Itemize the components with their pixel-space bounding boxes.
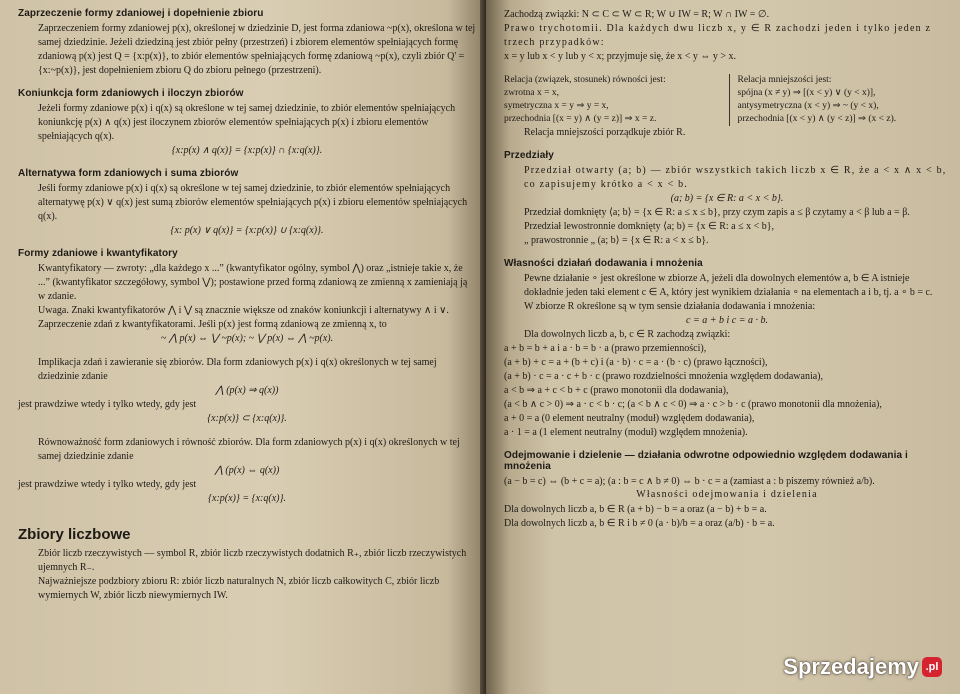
heading-quantifiers: Formy zdaniowe i kwantyfikatory	[18, 248, 178, 259]
paragraph-quantifiers: Kwantyfikatory — zwroty: „dla każdego x ...” (kwantyfikator ogólny, symbol ⋀) oraz „istnieje takie x, że ...” (kwantyfikator szczegółowy, symbol ⋁); postawione przed formą zdaniową ze zmienną x zamieniają ją w zdanie.	[38, 263, 468, 302]
paragraph-quantifier-note: Uwaga. Znaki kwantyfikatorów ⋀ i ⋁ są znacznie większe od znaków koniunkcji i alternatywy ∧ i ∨.	[38, 305, 449, 316]
heading-intervals: Przedziały	[504, 150, 554, 161]
formula-subtraction-division: (a − b = c) ⇔ (b + c = a); (a : b = c ∧ b ≠ 0) ⇔ b · c = a (zamiast a : b piszemy również a/b).	[504, 476, 875, 487]
paragraph-operations-in-r: W zbiorze R określone są w tym sensie działania dodawania i mnożenia:	[524, 301, 816, 312]
paragraph-ordering: Relacja mniejszości porządkuje zbiór R.	[524, 127, 686, 138]
paragraph-operation-def: Pewne działanie ∘ jest określone w zbiorze A, jeżeli dla dowolnych elementów a, b ∈ A istnieje dokładnie jeden taki element c ∈ A, który jest wynikiem działania ∘ na elementach a i b, tj. a ∘ b = c.	[524, 273, 933, 298]
law-item: (a + b) · c = a · c + b · c (prawo rozdzielności mnożenia względem dodawania),	[504, 371, 824, 382]
paragraph-subsets: Najważniejsze podzbiory zbioru R: zbiór liczb naturalnych N, zbiór liczb całkowitych C, zbiór liczb wymiernych W, zbiór liczb niewymiernych IW.	[38, 576, 440, 601]
formula-open-interval: (a; b) = {x ∈ R: a < x < b}.	[670, 193, 784, 204]
formula-conjunction: {x:p(x) ∧ q(x)} = {x:p(x)} ∩ {x:q(x)}.	[171, 145, 323, 156]
paragraph-alternative: Jeśli formy zdaniowe p(x) i q(x) są określone w tej samej dziedzinie, to zbiór elementów spełniających alternatywę p(x) ∨ q(x) jest sumą zbiorów elementów spełniających p(x) i zbioru elementów spełniających q(x).	[38, 183, 468, 222]
paragraph-closed-interval: Przedział domknięty ⟨a; b⟩ = {x ∈ R: a ≤ x ≤ b}, przy czym zapis a ≤ β czytamy a < β lub a = β.	[524, 207, 910, 218]
watermark	[783, 654, 942, 680]
law-item: a < b ⇒ a + c < b + c (prawo monotonii dla dodawania),	[504, 385, 729, 396]
formula-equivalence: ⋀ (p(x) ⇔ q(x))	[214, 465, 280, 476]
paragraph-implication: Implikacja zdań i zawieranie się zbiorów. Dla form zdaniowych p(x) i q(x) określonych w tej samej dziedzinie zdanie	[38, 357, 437, 382]
paragraph-implication-condition: jest prawdziwe wtedy i tylko wtedy, gdy jest	[18, 399, 197, 410]
formula-quantifier-negation: ~ ⋀ p(x) ⇔ ⋁ ~p(x); ~ ⋁ p(x) ⇔ ⋀ ~p(x).	[160, 333, 334, 344]
formula-operations: c = a + b i c = a · b.	[686, 315, 768, 326]
paragraph-relations: Zachodzą związki: N ⊂ C ⊂ W ⊂ R; W ∪ IW = R; W ∩ IW = ∅.	[504, 9, 770, 20]
paragraph-left-closed: Przedział lewostronnie domknięty ⟨a; b) = {x ∈ R: a ≤ x < b},	[524, 221, 775, 232]
heading-number-sets: Zbiory liczbowe	[18, 526, 131, 543]
heading-subtraction-division: Odejmowanie i dzielenie — działania odwrotne odpowiednio względem dodawania i mnożenia	[504, 450, 908, 472]
less-than-relation: Relacja mniejszości jest: spójna (x ≠ y) ⇒ [(x < y) ∨ (y < x)], antysymetryczna (x < y) ⇒ ~ (y < x), przechodnia [(x < y) ∧ (y < z)] ⇒ (x < z).	[729, 74, 951, 126]
relations-table	[504, 74, 950, 126]
paragraph-conjunction: Jeżeli formy zdaniowe p(x) i q(x) są określone w tej samej dziedzinie, to zbiór elementów spełniających koniunkcję p(x) ∧ q(x) jest iloczynem zbiorów elementów spełniających p(x) i zbioru elementów spełniających q(x).	[38, 103, 456, 142]
law-item: (a < b ∧ c > 0) ⇒ a · c < b · c; (a < b ∧ c < 0) ⇒ a · c > b · c (prawo monotonii dla mnożenia),	[504, 399, 882, 410]
watermark-logo: .pl	[922, 657, 942, 677]
paragraph-right-closed: „ prawostronnie „ (a; b⟩ = {x ∈ R: a < x ≤ b}.	[524, 235, 709, 246]
paragraph-trichotomy: Prawo trychotomii. Dla każdych dwu liczb x, y ∈ R zachodzi jeden i tylko jeden z trzech przypadków:	[504, 23, 932, 48]
heading-subtraction-properties: Własności odejmowania i dzielenia	[636, 489, 818, 500]
formula-implication: ⋀ (p(x) ⇒ q(x))	[215, 385, 279, 396]
paragraph-division-property: Dla dowolnych liczb a, b ∈ R i b ≠ 0 (a · b)/b = a oraz (a/b) · b = a.	[504, 518, 775, 529]
heading-operations: Własności działań dodawania i mnożenia	[504, 258, 703, 269]
right-page	[486, 0, 960, 694]
paragraph-subtraction-property: Dla dowolnych liczb a, b ∈ R (a + b) − b = a oraz (a − b) + b = a.	[504, 504, 767, 515]
paragraph-laws-intro: Dla dowolnych liczb a, b, c ∈ R zachodzą związki:	[524, 329, 731, 340]
paragraph-quantifier-negation: Zaprzeczenie zdań z kwantyfikatorami. Jeśli p(x) jest formą zdaniową ze zmienną x, to	[38, 319, 387, 330]
heading-conjunction: Koniunkcja form zdaniowych i iloczyn zbiorów	[18, 88, 244, 99]
heading-negation: Zaprzeczenie formy zdaniowej i dopełnienie zbioru	[18, 8, 264, 19]
law-item: a + b = b + a i a · b = b · a (prawo przemienności),	[504, 343, 707, 354]
law-item: (a + b) + c = a + (b + c) i (a · b) · c = a · (b · c) (prawo łączności),	[504, 357, 768, 368]
formula-alternative: {x: p(x) ∨ q(x)} = {x:p(x)} ∪ {x:q(x)}.	[170, 225, 324, 236]
paragraph-trichotomy-cases: x = y lub x < y lub y < x; przyjmuje się, że x < y ⇔ y > x.	[504, 51, 737, 62]
equality-relation: Relacja (związek, stosunek) równości jest: zwrotna x = x, symetryczna x = y ⇒ y = x, przechodnia [(x = y) ∧ (y = z)] ⇒ x = z.	[504, 75, 666, 124]
paragraph-equivalence: Równoważność form zdaniowych i równość zbiorów. Dla form zdaniowych p(x) i q(x) określonych w tej samej dziedzinie zdanie	[38, 437, 460, 462]
paragraph-equivalence-condition: jest prawdziwe wtedy i tylko wtedy, gdy jest	[18, 479, 197, 490]
watermark-text: Sprzedajemy	[783, 654, 919, 679]
law-item: a + 0 = a (0 element neutralny (moduł) względem dodawania),	[504, 413, 755, 424]
paragraph-real-numbers: Zbiór liczb rzeczywistych — symbol R, zbiór liczb rzeczywistych dodatnich R₊, zbiór liczb rzeczywistych ujemnych R₋.	[38, 548, 467, 573]
law-item: a · 1 = a (1 element neutralny (moduł) względem mnożenia).	[504, 427, 748, 438]
paragraph-open-interval: Przedział otwarty (a; b) — zbiór wszystkich takich liczb x ∈ R, że a < x ∧ x < b, co zapisujemy krótko a < x < b.	[524, 165, 947, 190]
formula-set-equality: {x:p(x)} = {x:q(x)}.	[208, 493, 286, 504]
heading-alternative: Alternatywa form zdaniowych i suma zbiorów	[18, 168, 239, 179]
formula-subset: {x:p(x)} ⊂ {x:q(x)}.	[207, 413, 287, 424]
paragraph-negation: Zaprzeczeniem formy zdaniowej p(x), określonej w dziedzinie D, jest forma zdaniowa ~p(x), określona w tej samej dziedzinie. Jeżeli dziedziną jest zbiór pełny (przestrzeń) i zbiorem elementów spełniających formę zdaniową p(x) jest Q = {x:p(x)}, to zbiór elementów spełniających formę zdaniową ~p(x), czyli zbiór Q' = {x:~p(x)}, jest dopełnieniem zbioru Q do zbioru pełnego (przestrzeni).	[38, 23, 476, 76]
